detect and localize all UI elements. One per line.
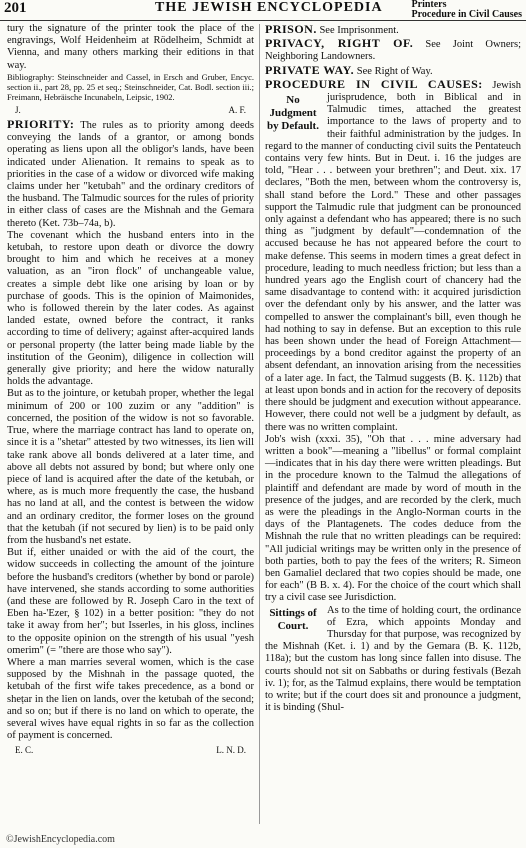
prison-entry [265, 23, 521, 37]
priority-paragraph-4: But if, either unaided or with the aid of the court, the widow succeeds in collecting the amount of the jointure before the husband's creditors (whether by bond or parole) have intervened, she stands according to some authorities (and these are followed by R. Joseph Caro in the text of Eben ha-'Ezer, § 102) in a better position: "they do not take it away from her"; but Isserles, in his gloss, inclines to the opposite opinion on the strength of his usual "yesh omerim" (= "there are those who say"). [7, 547, 254, 656]
privacy-heading: PRIVACY, RIGHT OF. [265, 36, 414, 51]
priority-paragraph-3: But as to the jointure, or ketubah proper, whether the legal minimum of 200 or 100 zuzim or any "addition" is concerned, the position of the widow is not so favorable. True, where the marriage contract has land to operate on, since it is a "shetar" attested by two witnesses, its lien will take rank above all bonds delivered at a later time, and above all debts not assured by bond; but where only one piece of land is acquired after the date of the ketubah, or where, as is much more frequently the case, the husband has no land at all, and the contest is between the widow and an ordinary creditor, the former loses on the ground that the ketubah (if not secured by lien) is to be paid only from the husband's net estate. [7, 388, 254, 546]
sig-right: L. N. D. [216, 745, 246, 756]
private-way-text: See Right of Way. [356, 65, 433, 77]
running-keywords [412, 0, 522, 20]
procedure-paragraph-1 [265, 78, 521, 434]
priority-paragraph-2: The covenant which the husband enters into in the ketubah, to restore upon death or divorce the dowry brought to him and which he receives at a money valuation, as an "iron flock" of unchangeable value, creates a simple debt like one arising by loan or by purchase of goods. This is the opinion of Maimonides, who is followed therein by the later codes. As against landed estate, owned before the contract, it ranks according to time of delivery; against after-acquired lands or personal property (the latter being made liable by the institution of the Geonim), diligence in collection will generally give priority; and here the widow naturally holds the advantage. [7, 229, 254, 388]
side-heading-sittings: Sittings of Court. [269, 606, 317, 632]
side-heading-no-judgment: No Judgment by Default. [267, 94, 319, 133]
page-header [0, 0, 526, 21]
copyright-footer: ©JewishEncyclopedia.com [6, 834, 115, 845]
sig-right: A. F. [228, 104, 246, 115]
printers-tail: tury the signature of the printer took the place of the engravings, Wolf Heidenheim at Rödelheim, Schmidt at Vienna, and many others marking their editions in that way. [7, 23, 254, 71]
procedure-text-1: Jewish jurisprudence, both in Biblical and in Talmudic times, attached the greatest importance to the laws of property and to their faithful administration by the judges. In regard to the manner of conducting civil suits the Pentateuch contains very few hints. But in Deut. i. 16 the judges are told, "Hear . . . between your brethren"; and Deut. xix. 17 declares, "Both the men, between whom the controversy is, shall stand before the Lord." These and other passages support the Talmudic rule that judgment can be pronounced only against a defendant who has appeared; there is no such thing as "judgment by default"—condemnation of the accused because he has not appeared before the court to make defense. This seems in modern times a great defect in procedure, leading to much needless friction; but less than a hundred years ago the English court of chancery had the same disadvantage to contend with: it acquired jurisdiction over the defendant only by his answer, and the latter was compelled to answer the complainant's bill, even though he had nothing to say in defense. But an exception to this rule has been shown under the head of Foreign Attachment—proceedings by a bond creditor against the property of an absent defendant, an innovation arising from the necessities of a later age. In fact, the Talmud suggests (B. Ḳ. 112b) that at least upon bonds and in action for the recovery of deposits there should be judgment and execution without appearance. However, there could not well be a judgment by default, as there was no written complaint. [265, 79, 522, 433]
running-title: THE JEWISH ENCYCLOPEDIA [155, 0, 383, 15]
printers-bibliography: Bibliography: Steinschneider and Cassel, in Ersch and Gruber, Encyc. section ii., part 28, pp. 25 et seq.; Steinschneider, Cat. Bodl. section iii.; Freimann, Hebräische Incunabeln, Leipsic, 1902. [7, 71, 254, 102]
sig-left: E. C. [15, 745, 34, 756]
printers-signature [15, 104, 246, 116]
privacy-text: See Joint Owners; Neighboring Landowners. [265, 39, 521, 63]
column-divider [259, 24, 260, 824]
private-way-entry [265, 64, 521, 78]
keyword-top: Printers [411, 0, 447, 10]
priority-paragraph-5: Where a man marries several women, which is the case supposed by the Mishnah in the passage quoted, the ketubah of the first wife takes precedence, as a bond or sheṭar in the lien on lands, over the ketubah of the second; and so on; but if there is no land on which to operate, the several wives have equal rights in so far as the collection of payment is concerned. [7, 656, 254, 742]
procedure-paragraph-3 [265, 605, 521, 715]
right-column [265, 23, 521, 714]
sig-left: J. [15, 104, 21, 115]
keyword-bottom: Procedure in Civil Causes [411, 9, 522, 20]
priority-heading: PRIORITY: [7, 117, 75, 132]
prison-text: See Imprisonment. [319, 25, 399, 36]
privacy-entry [265, 37, 521, 63]
prison-heading: PRISON. [265, 22, 317, 36]
procedure-paragraph-2: Job's wish (xxxi. 35), "Oh that . . . mine adversary had written a book"—meaning a "libellus" or formal complaint—indicates that in his day there were written pleadings. But in the procedure known to the Talmud the allegations of plaintiff and defendant are made by word of mouth in the presence of the judges, and are recorded by the clerk, much as were the pleadings in the Anglo-Norman courts in the days of the Plantagenets. The codes deduce from the Mishnah the rule that no written pleadings can be required: "All judicial writings may be written only in the presence of both parties, both to pay the fees of the writers; R. Simeon ben Gamaliel declared that two copies should be made, one for each" (B B. x. 4). For the choice of the court which shall try a civil case see Jurisdiction. [265, 433, 521, 604]
priority-signature [15, 744, 246, 756]
left-column [7, 23, 254, 759]
priority-text-1: The rules as to priority among deeds conveying the lands of a grantor, or among bonds operating as liens upon all the obligor's lands, have been indicated under Alienation. It remains to speak as to priorities in the case of a widow or divorced wife making claims under her "ketubah" and the ordinary creditors of the husband. The Talmudic sources for the rules of priority in either class of cases are the Mishnah and the Gemara thereto (Ket. 73b–74a, b). [7, 120, 254, 229]
procedure-text-3: As to the time of holding court, the ordinance of Ezra, which appoints Monday and Thursday for that purpose, was recognized by the Mishnah (Ket. i. 1) and by the Gemara (B. Ḳ. 112b, 118a); but the custom has long since fallen into disuse. The courts should not sit on Sabbaths or during festivals (Bezah iv. 1); for, as the Talmud explains, there would be temptation to write; but if the court does sit and pronounce a judgment, it is binding (Shul- [265, 604, 521, 714]
page-number: 201 [4, 0, 27, 16]
procedure-heading: PROCEDURE IN CIVIL CAUSES: [265, 76, 483, 91]
priority-paragraph-1 [7, 118, 254, 230]
private-way-heading: PRIVATE WAY. [265, 62, 355, 77]
